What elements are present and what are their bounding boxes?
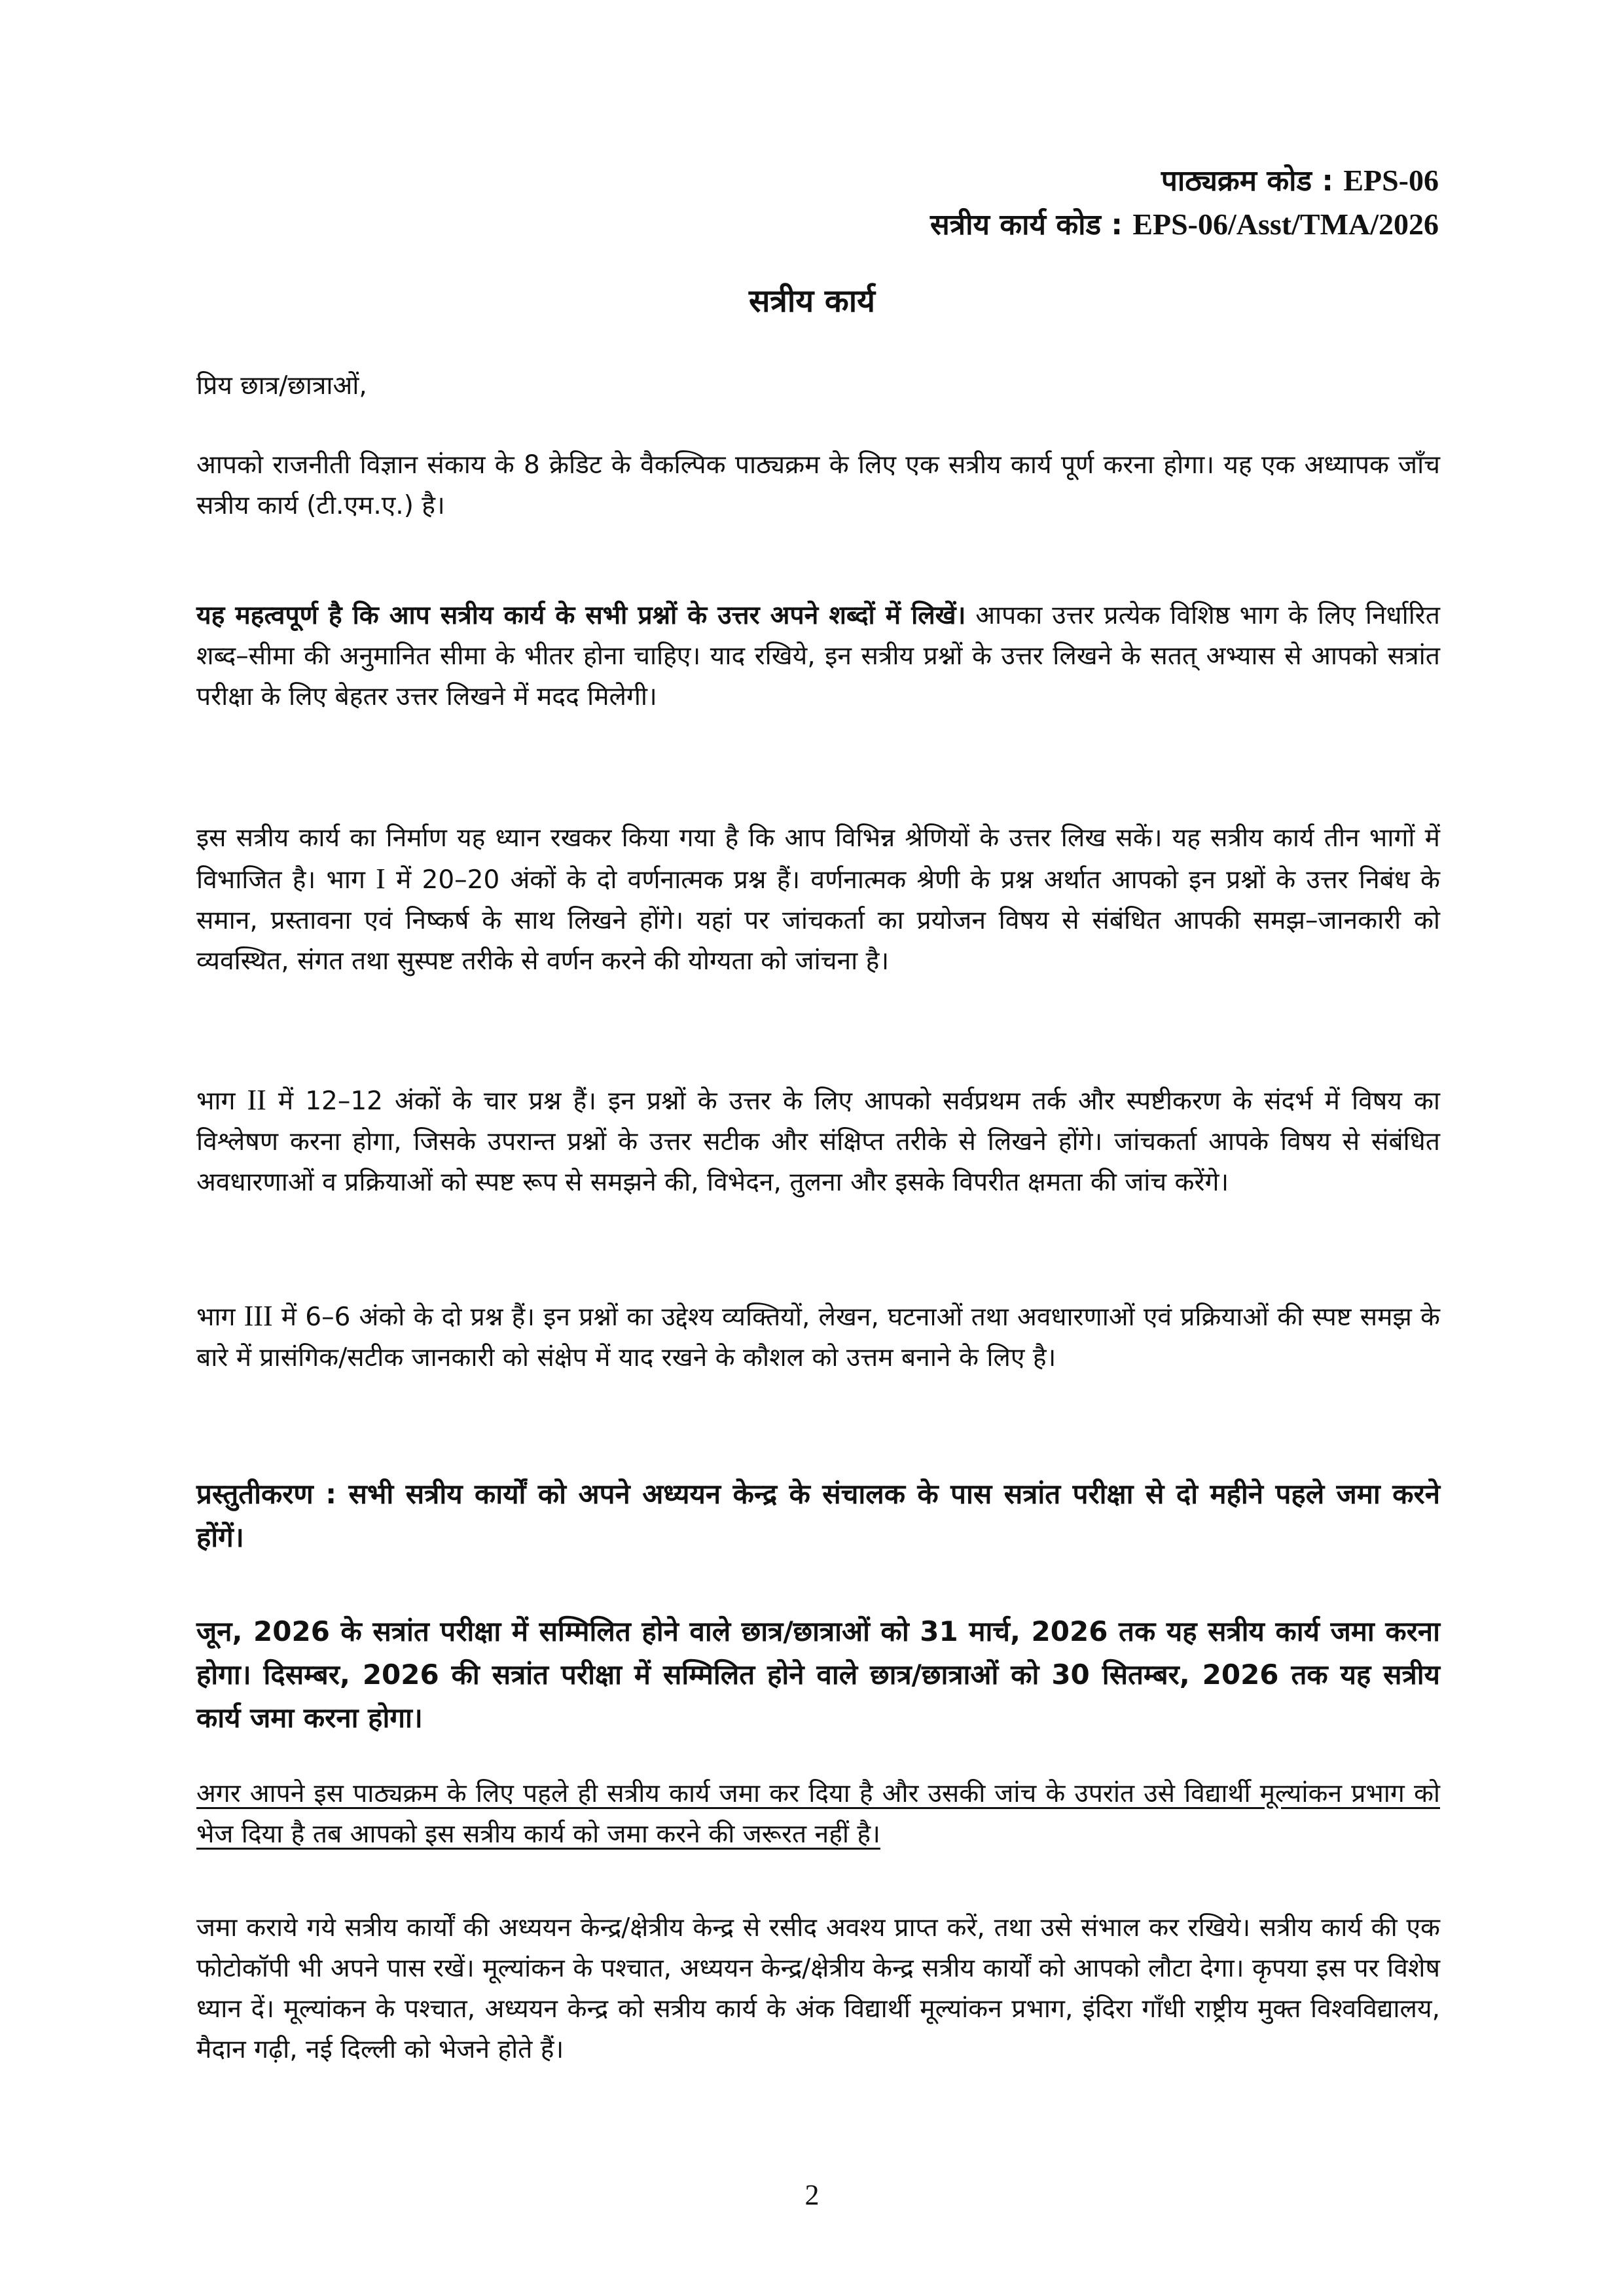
course-code-label: पाठ्यक्रम कोड : xyxy=(1161,164,1333,198)
part-two-paragraph xyxy=(196,1080,1440,1203)
part-two-numeral: II xyxy=(247,1084,266,1116)
part-three-text-a: भाग xyxy=(196,1302,244,1332)
page-title: सत्रीय कार्य xyxy=(748,283,876,319)
structure-paragraph xyxy=(196,818,1440,982)
part-one-numeral: I xyxy=(376,863,386,895)
structure-text-a: इस सत्रीय कार्य का निर्माण यह ध्यान रखकर किया गया है कि आप विभिन्न श्रेणियों के उत्तर लिख सकें। यह सत्रीय कार्य तीन भागों में विभाजित है। भाग xyxy=(196,823,1440,895)
importance-bold-text: यह महत्वपूर्ण है कि आप सत्रीय कार्य के सभी प्रश्नों के उत्तर अपने शब्दों में लिखें। xyxy=(196,601,966,630)
importance-text: आपका उत्तर प्रत्येक विशिष्ठ भाग के लिए निर्धारित शब्द–सीमा की अनुमानित सीमा के भीतर होना चाहिए। याद रखिये, इन सत्रीय प्रश्नों के उत्तर लिखने के सतत् अभ्यास से आपको सत्रांत परीक्षा के लिए बेहतर उत्तर लिखने में मदद मिलेगी। xyxy=(196,601,1440,711)
course-code-line xyxy=(930,159,1439,203)
course-code-value: EPS-06 xyxy=(1343,164,1439,197)
deadlines-paragraph: जून, 2026 के सत्रांत परीक्षा में सम्मिलित होने वाले छात्र/छात्राओं को 31 मार्च, 2026 तक यह सत्रीय कार्य जमा करना होगा। दिसम्बर, 2026 की सत्रांत परीक्षा में सम्मिलित होने वाले छात्र/छात्राओं को 30 सितम्बर, 2026 तक यह सत्रीय कार्य जमा करना होगा। xyxy=(196,1615,1440,1734)
importance-paragraph xyxy=(196,596,1440,717)
assignment-code-label: सत्रीय कार्य कोड : xyxy=(930,208,1123,242)
part-three-numeral: III xyxy=(244,1300,273,1332)
part-two-text-b: में 12–12 अंकों के चार प्रश्न हैं। इन प्रश्नों के उत्तर के लिए आपको सर्वप्रथम तर्क और स्पष्टीकरण के संदर्भ में विषय का विश्लेषण करना होगा, जिसके उपरान्त प्रश्नों के उत्तर सटीक और संक्षिप्त तरीके से लिखने होंगे। जांचकर्ता आपके विषय से संबंधित अवधारणाओं व प्रक्रियाओं को स्पष्ट रूप से समझने की, विभेदन, तुलना और इसके विपरीत क्षमता की जांच करेंगे। xyxy=(196,1086,1440,1197)
part-two-text-a: भाग xyxy=(196,1086,247,1116)
page-number: 2 xyxy=(804,2179,820,2211)
part-three-paragraph xyxy=(196,1296,1440,1378)
submission-paragraph: प्रस्तुतीकरण : सभी सत्रीय कार्यों को अपने अध्ययन केन्द्र के संचालक के पास सत्रांत परीक्षा से दो महीने पहले जमा करने होंगें। xyxy=(196,1478,1440,1553)
assignment-code-line xyxy=(930,203,1439,247)
intro-paragraph: आपको राजनीती विज्ञान संकाय के 8 क्रेडिट के वैकल्पिक पाठ्यक्रम के लिए एक सत्रीय कार्य पूर्ण करना होगा। यह एक अध्यापक जाँच सत्रीय कार्य (टी.एम.ए.) है। xyxy=(196,450,1440,520)
salutation: प्रिय छात्र/छात्राओं, xyxy=(196,371,367,401)
resubmission-note: अगर आपने इस पाठ्यक्रम के लिए पहले ही सत्रीय कार्य जमा कर दिया है और उसकी जांच के उपरांत उसे विद्यार्थी मूल्यांकन प्रभाग को भेज दिया है तब आपको इस सत्रीय कार्य को जमा करने की जरूरत नहीं है। xyxy=(196,1779,1440,1849)
structure-text-b: में 20–20 अंकों के दो वर्णनात्मक प्रश्न हैं। वर्णनात्मक श्रेणी के प्रश्न अर्थात आपको इन प्रश्नों के उत्तर निबंध के समान, प्रस्तावना एवं निष्कर्ष के साथ लिखने होंगे। यहां पर जांचकर्ता का प्रयोजन विषय से संबंधित आपकी समझ–जानकारी को व्यवस्थित, संगत तथा सुस्पष्ट तरीके से वर्णन करने की योग्यता को जांचना है। xyxy=(196,865,1441,976)
assignment-code-value: EPS-06/Asst/TMA/2026 xyxy=(1132,207,1439,241)
part-three-text-b: में 6–6 अंको के दो प्रश्न हैं। इन प्रश्नों का उद्देश्य व्यक्तियों, लेखन, घटनाओं तथा अवधारणाओं एवं प्रक्रियाओं की स्पष्ट समझ के बारे में प्रासंगिक/सटीक जानकारी को संक्षेप में याद रखने के कौशल को उत्तम बनाने के लिए है। xyxy=(196,1302,1440,1372)
receipt-paragraph: जमा कराये गये सत्रीय कार्यों की अध्ययन केन्द्र/क्षेत्रीय केन्द्र से रसीद अवश्य प्राप्त करें, तथा उसे संभाल कर रखिये। सत्रीय कार्य की एक फोटोकॉपी भी अपने पास रखें। मूल्यांकन के पश्चात, अध्ययन केन्द्र/क्षेत्रीय केन्द्र सत्रीय कार्यों को आपको लौटा देगा। कृपया इस पर विशेष ध्यान दें। मूल्यांकन के पश्चात, अध्ययन केन्द्र को सत्रीय कार्य के अंक विद्यार्थी मूल्यांकन प्रभाग, इंदिरा गाँधी राष्ट्रीय मुक्त विश्वविद्यालय, मैदान गढ़ी, नई दिल्ली को भेजने होते हैं। xyxy=(196,1913,1440,2064)
code-block xyxy=(930,159,1439,247)
